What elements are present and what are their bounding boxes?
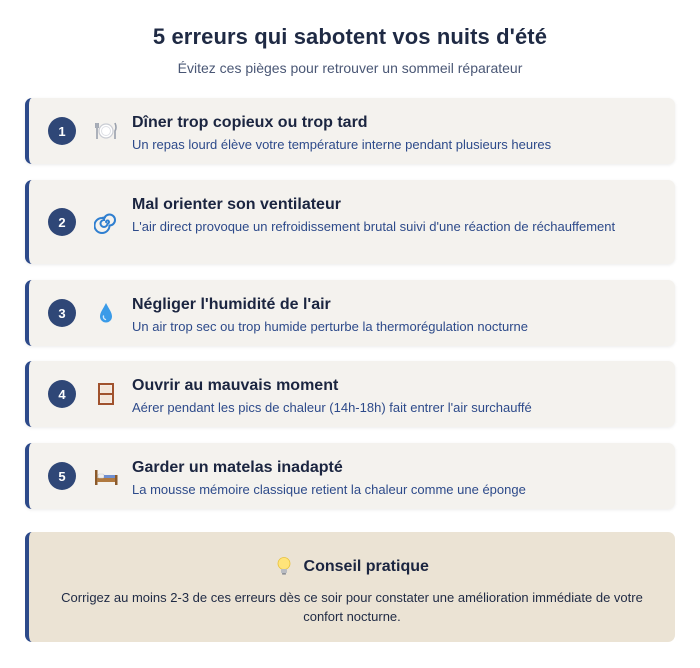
plate-cutlery-icon <box>93 118 119 144</box>
error-title: Mal orienter son ventilateur <box>132 196 341 213</box>
number-badge: 5 <box>48 462 76 490</box>
bed-icon <box>93 463 119 489</box>
error-card-4 <box>25 361 675 427</box>
error-description: Un air trop sec ou trop humide perturbe la thermorégulation nocturne <box>132 319 528 334</box>
error-title: Négliger l'humidité de l'air <box>132 296 331 313</box>
tip-heading <box>29 556 675 578</box>
error-title: Ouvrir au mauvais moment <box>132 377 339 394</box>
cyclone-icon <box>93 209 119 235</box>
number-badge: 1 <box>48 117 76 145</box>
error-card-5 <box>25 443 675 509</box>
error-description: Un repas lourd élève votre température interne pendant plusieurs heures <box>132 137 552 152</box>
number-badge: 3 <box>48 299 76 327</box>
error-card-3 <box>25 280 675 346</box>
error-description: Aérer pendant les pics de chaleur (14h-18h) fait entrer l'air surchauffé <box>132 400 532 415</box>
page-title: 5 erreurs qui sabotent vos nuits d'été <box>152 24 548 49</box>
tip-text: Corrigez au moins 2-3 de ces erreurs dès ce soir pour constater une amélioration immédiate de votre confort nocturne. <box>61 590 643 624</box>
error-description: L'air direct provoque un refroidissement brutal suivi d'une réaction de réchauffement <box>132 219 616 234</box>
number-badge: 2 <box>48 208 76 236</box>
window-icon <box>93 381 119 407</box>
number-badge: 4 <box>48 380 76 408</box>
error-title: Garder un matelas inadapté <box>132 459 343 476</box>
lightbulb-icon <box>275 560 297 577</box>
error-title: Dîner trop copieux ou trop tard <box>132 114 368 131</box>
error-card-2 <box>25 180 675 264</box>
droplet-icon <box>93 300 119 326</box>
tip-title: Conseil pratique <box>303 558 429 575</box>
error-card-1 <box>25 98 675 164</box>
page-subtitle: Évitez ces pièges pour retrouver un sommeil réparateur <box>177 60 523 76</box>
error-description: La mousse mémoire classique retient la chaleur comme une éponge <box>132 482 526 497</box>
tip-box <box>25 532 675 642</box>
